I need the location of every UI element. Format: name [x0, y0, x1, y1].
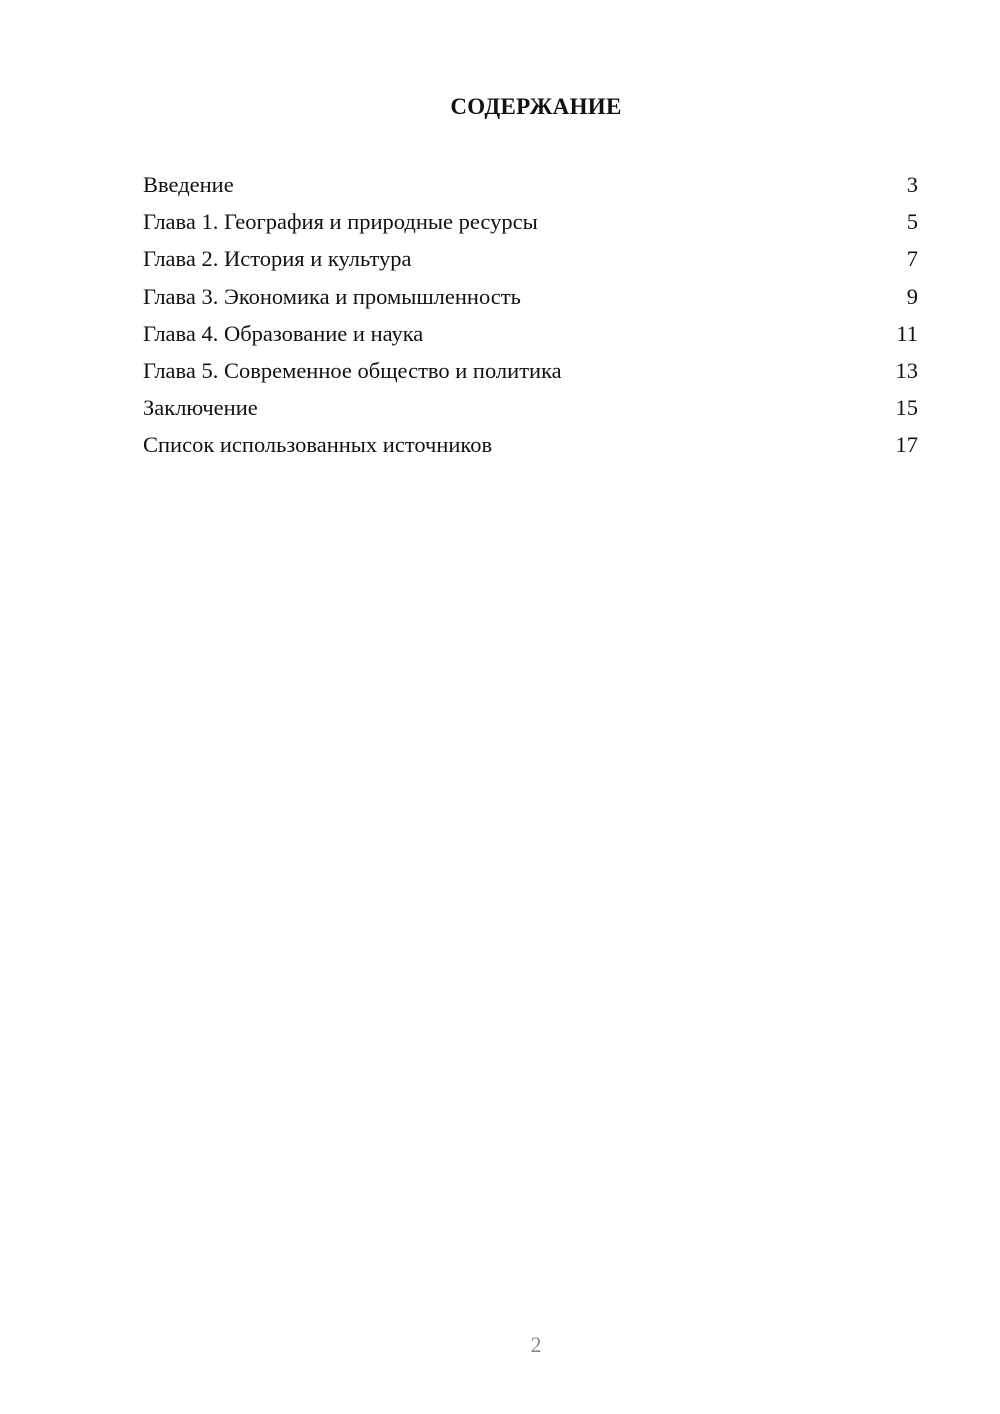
toc-entry-page: 11: [896, 320, 918, 346]
toc-entry-chapter-2[interactable]: [143, 242, 918, 279]
table-of-contents: [143, 168, 918, 466]
page-number: 2: [530, 1332, 542, 1357]
toc-entry-page: 15: [895, 395, 918, 421]
toc-entry-page: 3: [906, 172, 918, 197]
toc-entry-page: 5: [906, 209, 918, 235]
toc-entry-label: Введение: [143, 172, 234, 197]
toc-entry-label: Заключение: [143, 395, 258, 421]
toc-entry-page: 9: [906, 283, 918, 309]
toc-entry-label: Глава 2. История и культура: [143, 246, 412, 272]
toc-entry-label: Глава 4. Образование и наука: [143, 320, 424, 346]
toc-title: СОДЕРЖАНИЕ: [450, 94, 622, 119]
toc-entry-label: Глава 5. Современное общество и политика: [143, 357, 562, 383]
toc-entry-label: Глава 3. Экономика и промышленность: [143, 283, 521, 309]
toc-entry-conclusion[interactable]: [143, 391, 918, 428]
toc-entry-chapter-3[interactable]: [143, 280, 918, 317]
toc-entry-chapter-1[interactable]: [143, 205, 918, 242]
toc-entry-page: 13: [895, 357, 918, 383]
toc-entry-chapter-4[interactable]: [143, 317, 918, 354]
toc-entry-page: 17: [895, 432, 918, 458]
toc-entry-references[interactable]: [143, 428, 918, 465]
toc-entry-label: Глава 1. География и природные ресурсы: [143, 209, 538, 235]
toc-entry-label: Список использованных источников: [143, 432, 493, 458]
toc-entry-page: 7: [906, 246, 918, 272]
toc-entry-chapter-5[interactable]: [143, 354, 918, 391]
toc-entry-introduction[interactable]: [143, 168, 918, 205]
